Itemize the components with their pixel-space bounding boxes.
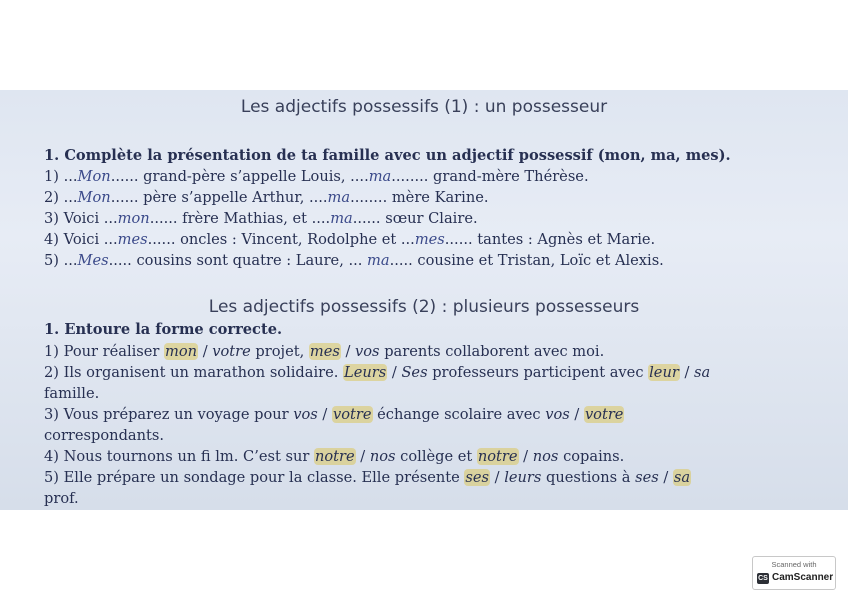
camscanner-watermark: Scanned with CS CamScanner [752,556,836,590]
part1-line-3: 3) Voici ...mon...... frère Mathias, et ....ma...... sœur Claire. [44,210,478,227]
part2-title: Les adjectifs possessifs (2) : plusieurs possesseurs [208,297,640,317]
part1-line-2: 2) ...Mon...... père s’appelle Arthur, ....ma........ mère Karine. [44,189,489,206]
part2-instruction: 1. Entoure la forme correcte. [44,321,283,338]
part2-line-3-cont: correspondants. [44,427,164,444]
part2-line-5-cont: prof. [44,490,79,507]
part1-instruction: 1. Complète la présentation de ta famille avec un adjectif possessif (mon, ma, mes). [44,147,731,164]
part2-line-4: 4) Nous tournons un fi lm. C’est sur notre / nos collège et notre / nos copains. [44,448,625,465]
part1-title: Les adjectifs possessifs (1) : un possesseur [240,97,608,117]
camscanner-logo-icon: CS [758,575,768,582]
part2-line-2: 2) Ils organisent un marathon solidaire. Leurs / Ses professeurs participent avec leur / sa [44,364,711,381]
part2-line-2-cont: famille. [44,385,100,402]
part1-line-5: 5) ...Mes..... cousins sont quatre : Laure, ... ma..... cousine et Tristan, Loïc et Alexis. [44,252,664,269]
worksheet-photo [0,90,848,510]
part2-line-1: 1) Pour réaliser mon / votre projet, mes / vos parents collaborent avec moi. [44,343,605,360]
part1-line-1: 1) ...Mon...... grand-père s’appelle Louis, ....ma........ grand-mère Thérèse. [44,168,589,185]
part1-line-4: 4) Voici ...mes...... oncles : Vincent, Rodolphe et ...mes...... tantes : Agnès et Marie. [44,231,656,248]
part2-line-5: 5) Elle prépare un sondage pour la classe. Elle présente ses / leurs questions à ses / sa [44,469,691,486]
part2-line-3: 3) Vous préparez un voyage pour vos / votre échange scolaire avec vos / votre [44,406,624,423]
